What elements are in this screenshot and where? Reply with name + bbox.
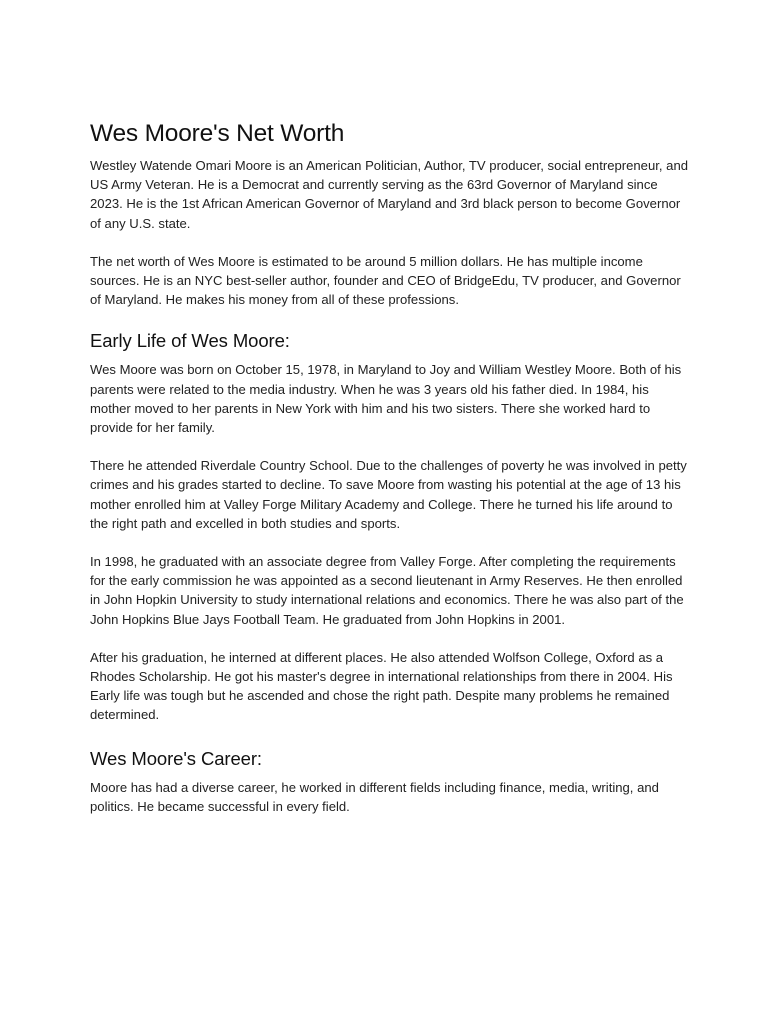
- paragraph-spacer: [90, 629, 690, 648]
- section-heading-career: Wes Moore's Career:: [90, 747, 262, 769]
- section-heading-early-life: Early Life of Wes Moore:: [90, 330, 290, 352]
- paragraph-spacer: [90, 233, 690, 252]
- early-life-paragraph-3: In 1998, he graduated with an associate degree from Valley Forge. After completing the requirements for the early commission he was appointed as a second lieutenant in Army Reserves. He then enrolled in John Hopkin University to study international relations and economics. There he was also part of the John Hopkins Blue Jays Football Team. He graduated from John Hopkins in 2001.: [90, 554, 684, 627]
- paragraph-spacer: [90, 533, 690, 552]
- section-spacer: [90, 309, 690, 329]
- career-paragraph-1: Moore has had a diverse career, he worked in different fields including finance, media, writing, and politics. He became successful in every field.: [90, 779, 659, 814]
- early-life-paragraph-2: There he attended Riverdale Country School. Due to the challenges of poverty he was involved in petty crimes and his grades started to decline. To save Moore from wasting his potential at the age of 13 his mother enrolled him at Valley Forge Military Academy and College. There he turned his life around to the right path and excelled in both studies and sports.: [90, 458, 687, 531]
- intro-paragraph-2: The net worth of Wes Moore is estimated to be around 5 million dollars. He has multiple income sources. He is an NYC best-seller author, founder and CEO of BridgeEdu, TV producer, and Governor of Maryland. He makes his money from all of these professions.: [90, 253, 681, 308]
- intro-paragraph-1: Westley Watende Omari Moore is an American Politician, Author, TV producer, social entrepreneur, and US Army Veteran. He is a Democrat and currently serving as the 63rd Governor of Maryland since 2023. He is the 1st African American Governor of Maryland and 3rd black person to become Governor of any U.S. state.: [90, 158, 689, 231]
- early-life-paragraph-1: Wes Moore was born on October 15, 1978, in Maryland to Joy and William Westley Moore. Both of his parents were related to the media industry. When he was 3 years old his father died. In 1984, his mother moved to her parents in New York with him and his two sisters. There she worked hard to provide for her family.: [90, 362, 682, 436]
- paragraph-spacer: [90, 437, 690, 456]
- page-title: Wes Moore's Net Worth: [90, 120, 345, 147]
- document-page: [90, 118, 690, 816]
- early-life-paragraph-4: After his graduation, he interned at different places. He also attended Wolfson College, Oxford as a Rhodes Scholarship. He got his master's degree in international relationships from there in 2004. His Early life was tough but he ascended and chose the right path. Despite many problems he remained determined.: [90, 649, 673, 723]
- section-spacer: [90, 725, 690, 747]
